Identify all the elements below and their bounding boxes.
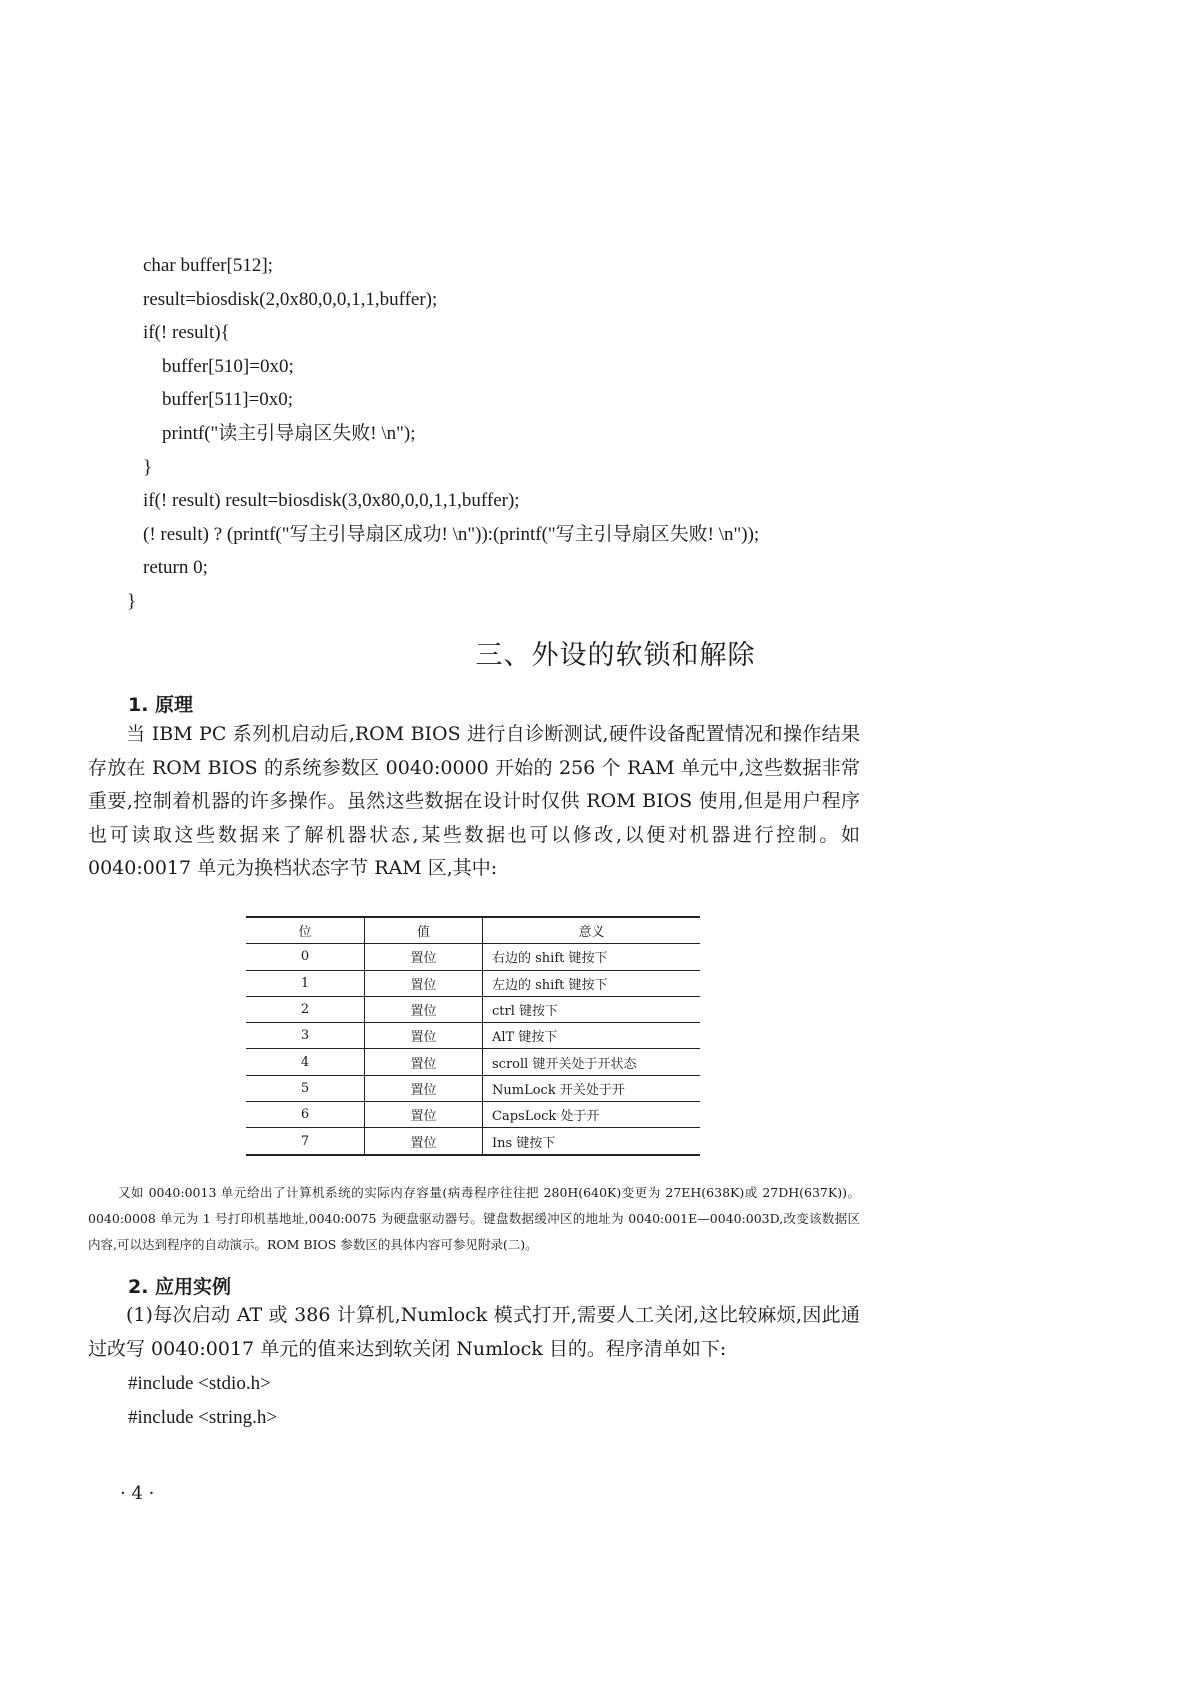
- header-bit: 位: [246, 917, 365, 944]
- cell-bit: 7: [246, 1128, 365, 1155]
- table-row: [246, 1128, 700, 1155]
- cell-meaning: Ins 键按下: [483, 1128, 701, 1155]
- code-line: result=biosdisk(2,0x80,0,0,1,1,buffer);: [143, 289, 438, 310]
- cell-value: 置位: [365, 1128, 483, 1155]
- cell-bit: 0: [246, 944, 365, 970]
- example-heading: 2. 应用实例: [128, 1276, 232, 1298]
- code-line: printf("读主引导扇区失败! \n");: [162, 423, 416, 444]
- code-line: if(! result) result=biosdisk(3,0x80,0,0,1,1,buffer);: [143, 490, 520, 511]
- table-row: [246, 1075, 700, 1101]
- cell-value: 置位: [365, 996, 483, 1022]
- cell-value: 置位: [365, 944, 483, 970]
- table-row: [246, 944, 700, 970]
- code-line: return 0;: [143, 557, 208, 578]
- cell-meaning: 左边的 shift 键按下: [483, 970, 701, 996]
- cell-value: 置位: [365, 970, 483, 996]
- principle-paragraph: 当 IBM PC 系列机启动后,ROM BIOS 进行自诊断测试,硬件设备配置情况和操作结果存放在 ROM BIOS 的系统参数区 0040:0000 开始的 256 个 RAM 单元中,这些数据非常重要,控制着机器的许多操作。虽然这些数据在设计时仅供 ROM BIOS 使用,但是用户程序也可读取这些数据来了解机器状态,某些数据也可以修改,以便对机器进行控制。如 0040:0017 单元为换档状态字节 RAM 区,其中:: [88, 723, 860, 879]
- cell-value: 置位: [365, 1049, 483, 1075]
- table-row: [246, 1102, 700, 1128]
- code-line: buffer[510]=0x0;: [162, 356, 294, 377]
- cell-meaning: scroll 键开关处于开状态: [483, 1049, 701, 1075]
- code-line: }: [143, 457, 153, 478]
- cell-value: 置位: [365, 1102, 483, 1128]
- page-number: · 4 ·: [120, 1483, 155, 1504]
- cell-meaning: ctrl 键按下: [483, 996, 701, 1022]
- cell-meaning: 右边的 shift 键按下: [483, 944, 701, 970]
- example-paragraph: (1)每次启动 AT 或 386 计算机,Numlock 模式打开,需要人工关闭,这比较麻烦,因此通过改写 0040:0017 单元的值来达到软关闭 Numlock 目的。程序清单如下:: [88, 1304, 860, 1360]
- table-row: [246, 970, 700, 996]
- cell-meaning: AlT 键按下: [483, 1023, 701, 1049]
- shift-status-table: [246, 916, 700, 1156]
- cell-meaning: NumLock 开关处于开: [483, 1075, 701, 1101]
- table-row: [246, 1049, 700, 1075]
- code-line: #include <stdio.h>: [128, 1373, 271, 1394]
- code-line: (! result) ? (printf("写主引导扇区成功! \n")):(printf("写主引导扇区失败! \n"));: [143, 524, 760, 545]
- code-line: char buffer[512];: [143, 255, 273, 276]
- code-line: }: [127, 591, 137, 612]
- header-meaning: 意义: [483, 917, 701, 944]
- cell-meaning: CapsLock 处于开: [483, 1102, 701, 1128]
- cell-value: 置位: [365, 1075, 483, 1101]
- cell-bit: 5: [246, 1075, 365, 1101]
- cell-bit: 3: [246, 1023, 365, 1049]
- table-row: [246, 996, 700, 1022]
- header-value: 值: [365, 917, 483, 944]
- code-line: buffer[511]=0x0;: [162, 389, 294, 410]
- table-header-row: [246, 917, 700, 944]
- memory-note: 又如 0040:0013 单元给出了计算机系统的实际内存容量(病毒程序往往把 280H(640K)变更为 27EH(638K)或 27DH(637K))。0040:0008 单元为 1 号打印机基地址,0040:0075 为硬盘驱动器号。键盘数据缓冲区的地址为 0040:001E—0040:003D,改变该数据区内容,可以达到程序的自动演示。ROM BIOS 参数区的具体内容可参见附录(二)。: [88, 1185, 860, 1252]
- cell-bit: 1: [246, 970, 365, 996]
- table-row: [246, 1023, 700, 1049]
- code-line: if(! result){: [143, 322, 230, 343]
- cell-value: 置位: [365, 1023, 483, 1049]
- section-title: 三、外设的软锁和解除: [475, 640, 756, 671]
- cell-bit: 2: [246, 996, 365, 1022]
- code-line: #include <string.h>: [128, 1407, 278, 1428]
- cell-bit: 6: [246, 1102, 365, 1128]
- principle-heading: 1. 原理: [128, 694, 194, 716]
- cell-bit: 4: [246, 1049, 365, 1075]
